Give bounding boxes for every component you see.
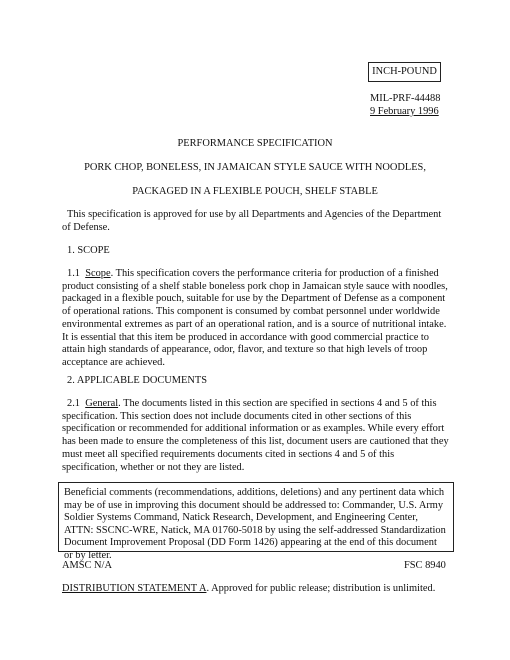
distribution-text: . Approved for public release; distribution is unlimited.	[206, 583, 436, 594]
unit-system-label: INCH-POUND	[372, 66, 437, 77]
scope-number: 1.1	[67, 268, 80, 279]
applicable-documents-heading: 2. APPLICABLE DOCUMENTS	[67, 375, 207, 386]
general-text: . The documents listed in this section are specified in sections 4 and 5 of this specification. This section does not include documents cited in other sections of this specification or recommended for additional information or as examples. While every effort has been made to ensure the completeness of this list, document users are cautioned that they must meet all specified requirements documents cited in sections 4 and 5 of this specification, whether or not they are listed.	[62, 398, 449, 473]
unit-system-box	[368, 62, 441, 82]
document-date: 9 February 1996	[370, 106, 439, 117]
scope-term: Scope	[85, 268, 111, 279]
document-number: MIL-PRF-44488	[370, 93, 441, 104]
spec-type-title: PERFORMANCE SPECIFICATION	[177, 138, 333, 149]
comments-text: Beneficial comments (recommendations, additions, deletions) and any pertinent data which may be of use in improving this document should be addressed to: Commander, U.S. Army Soldier Systems Command, Natick Research, Development, and Engineering Center, ATTN: SSCNC-WRE, Natick, MA 01760-5018 by using the self-addressed Standardization Document Improvement Proposal (DD Form 1426) appearing at the end of this document or by letter.	[64, 487, 446, 561]
item-title-line-2: PACKAGED IN A FLEXIBLE POUCH, SHELF STABLE	[132, 186, 378, 197]
general-term: General	[85, 398, 119, 409]
fsc-label: FSC 8940	[404, 560, 446, 571]
document-id-block	[370, 92, 440, 118]
scope-text: . This specification covers the performance criteria for production of a finished product consisting of a shelf stable boneless pork chop in Jamaican style sauce with noodles, packaged in a flexible pouch, suitable for use by the Department of Defense as a component of operational rations. This component is consumed by combat personnel under worldwide environmental extremes as part of an operational ration, and is a source of nutritional intake. It is essential that this item be produced in accordance with good commercial practice to attain high standards of appearance, odor, flavor, and texture so that high levels of troop acceptance are achieved.	[62, 268, 448, 368]
item-title-line-1: PORK CHOP, BONELESS, IN JAMAICAN STYLE SAUCE WITH NOODLES,	[84, 162, 426, 173]
comments-box	[58, 482, 454, 561]
scope-paragraph	[62, 268, 452, 370]
amsc-label: AMSC N/A	[62, 560, 112, 571]
general-number: 2.1	[67, 398, 80, 409]
distribution-statement	[62, 583, 435, 594]
general-paragraph	[62, 398, 452, 474]
approval-statement: This specification is approved for use by all Departments and Agencies of the Department of Defense.	[62, 209, 442, 233]
scope-heading: 1. SCOPE	[67, 245, 110, 256]
distribution-label: DISTRIBUTION STATEMENT A	[62, 583, 207, 594]
